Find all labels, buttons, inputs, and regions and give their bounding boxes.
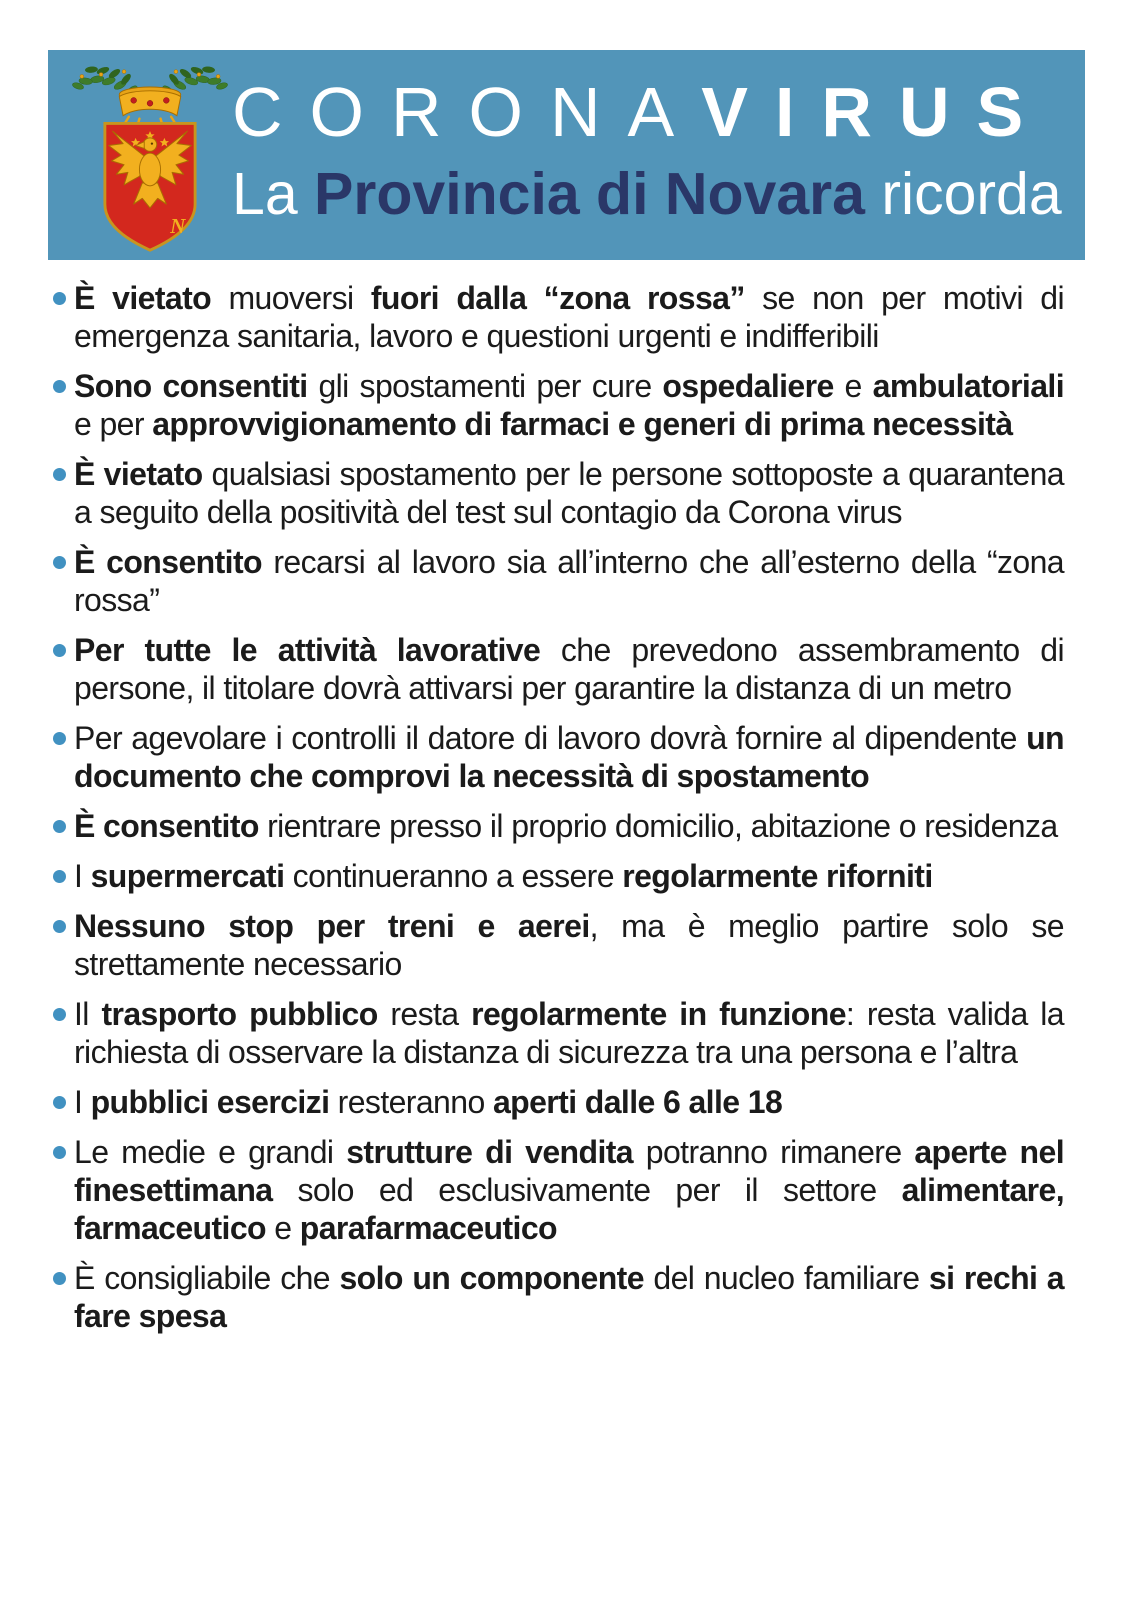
list-item: Nessuno stop per treni e aerei, ma è meglio partire solo se strettamente necessario	[50, 907, 1064, 983]
list-item: È consentito rientrare presso il proprio domicilio, abitazione o residenza	[50, 807, 1064, 845]
list-item: È vietato muoversi fuori dalla “zona rossa” se non per motivi di emergenza sanitaria, lavoro e questioni urgenti e indifferibili	[50, 279, 1064, 355]
crest-letter-n: N	[170, 213, 186, 238]
novara-coat-of-arms-icon	[66, 62, 234, 254]
list-item: Sono consentiti gli spostamenti per cure ospedaliere e ambulatoriali e per approvvigionamento di farmaci e generi di prima necessità	[50, 367, 1064, 443]
list-item: È vietato qualsiasi spostamento per le persone sottoposte a quarantena a seguito della positività del test sul contagio da Corona virus	[50, 455, 1064, 531]
subtitle-prefix: La	[232, 161, 315, 227]
list-item: I pubblici esercizi resteranno aperti dalle 6 alle 18	[50, 1083, 1064, 1121]
list-item: Per tutte le attività lavorative che prevedono assembramento di persone, il titolare dovrà attivarsi per garantire la distanza di un metro	[50, 631, 1064, 707]
subtitle-highlight: Provincia di Novara	[314, 161, 865, 227]
list-item: Per agevolare i controlli il datore di lavoro dovrà fornire al dipendente un documento che comprovi la necessità di spostamento	[50, 719, 1064, 795]
list-item: Il trasporto pubblico resta regolarmente in funzione: resta valida la richiesta di osservare la distanza di sicurezza tra una persona e l’altra	[50, 995, 1064, 1071]
rules-list	[50, 279, 1064, 1347]
list-item: È consentito recarsi al lavoro sia all’interno che all’esterno della “zona rossa”	[50, 543, 1064, 619]
title-regular-part: CORONA	[232, 73, 702, 151]
list-item: Le medie e grandi strutture di vendita potranno rimanere aperte nel finesettimana solo ed esclusivamente per il settore alimentare, farmaceutico e parafarmaceutico	[50, 1133, 1064, 1247]
subtitle-suffix: ricorda	[864, 161, 1062, 227]
title-bold-part: VIRUS	[701, 73, 1051, 151]
page-subtitle	[232, 161, 1062, 227]
list-item: I supermercati continueranno a essere regolarmente riforniti	[50, 857, 1064, 895]
header-banner	[48, 50, 1085, 260]
list-item: È consigliabile che solo un componente del nucleo familiare si rechi a fare spesa	[50, 1259, 1064, 1335]
page-title	[232, 73, 1051, 151]
